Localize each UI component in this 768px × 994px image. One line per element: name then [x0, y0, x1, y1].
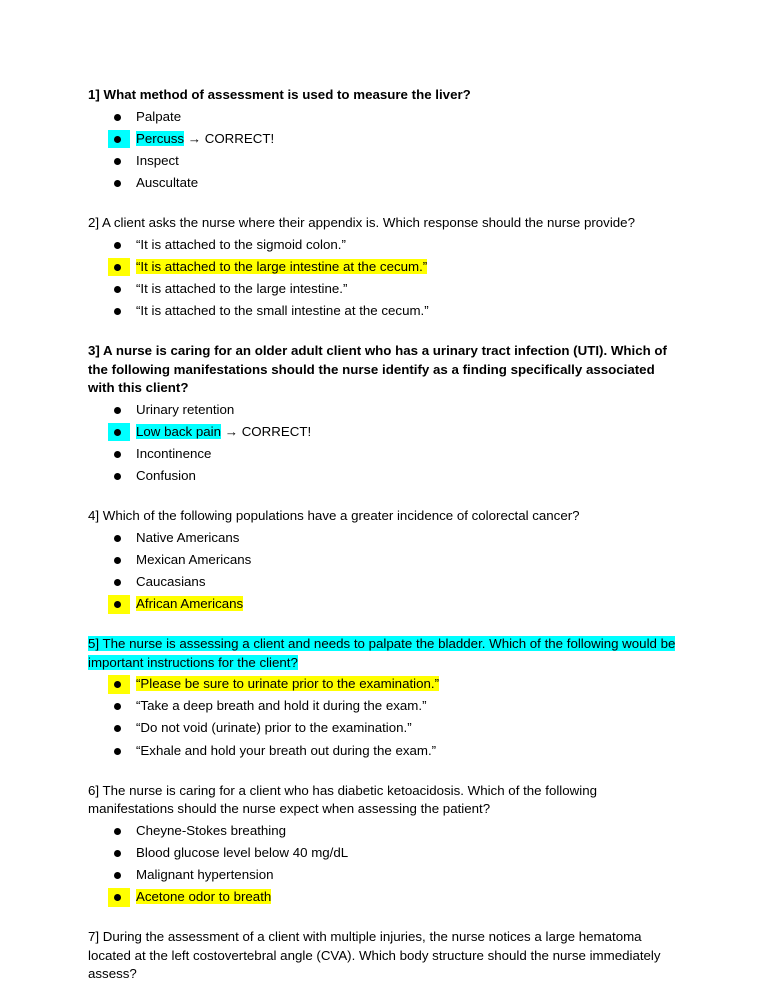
bullet-dot-icon	[114, 850, 121, 857]
answer-option-text: “It is attached to the small intestine at the cecum.”	[136, 302, 429, 318]
answer-option[interactable]	[88, 888, 680, 907]
block-spacer	[88, 324, 680, 342]
bullet-dot-icon	[114, 407, 121, 414]
answer-option[interactable]	[88, 258, 680, 277]
bullet-icon	[108, 742, 130, 761]
answer-option[interactable]	[88, 529, 680, 548]
bullet-icon	[108, 236, 130, 255]
answer-option-text: Inspect	[136, 152, 179, 168]
answer-option-text: African Americans	[136, 595, 244, 611]
bullet-dot-icon	[114, 725, 121, 732]
answer-option[interactable]	[88, 302, 680, 321]
question-block	[88, 635, 680, 782]
question-stem: 7] During the assessment of a client with multiple injuries, the nurse notices a large hematoma located at the left costovertebral angle (CVA). Which body structure should the nurse immediately assess?	[88, 929, 661, 982]
answer-option[interactable]	[88, 551, 680, 570]
answer-option-text: Blood glucose level below 40 mg/dL	[136, 844, 349, 860]
bullet-icon	[108, 719, 130, 738]
answer-option[interactable]	[88, 445, 680, 464]
answer-option[interactable]	[88, 130, 680, 149]
answer-option[interactable]	[88, 822, 680, 841]
answer-option-text: Percuss	[136, 130, 185, 146]
answer-option-text: Caucasians	[136, 573, 206, 589]
bullet-icon	[108, 280, 130, 299]
answer-option[interactable]	[88, 742, 680, 761]
question-stem	[88, 635, 680, 672]
bullet-dot-icon	[114, 136, 121, 143]
question-block	[88, 782, 680, 929]
block-spacer	[88, 489, 680, 507]
answer-option[interactable]	[88, 280, 680, 299]
bullet-icon	[108, 675, 130, 694]
question-block	[88, 214, 680, 342]
question-stem: 2] A client asks the nurse where their appendix is. Which response should the nurse provide?	[88, 214, 635, 230]
bullet-icon	[108, 551, 130, 570]
questions-container	[88, 86, 680, 994]
answer-option-text: Urinary retention	[136, 401, 235, 417]
answer-option-text: Incontinence	[136, 445, 212, 461]
bullet-icon	[108, 467, 130, 486]
bullet-dot-icon	[114, 308, 121, 315]
correct-marker: → CORRECT!	[221, 423, 312, 439]
answer-option-text: Acetone odor to breath	[136, 889, 272, 905]
highlight-span: 5] The nurse is assessing a client and needs to palpate the bladder. Which of the following would be important instructions for the client?	[88, 636, 676, 670]
answer-option-text: Confusion	[136, 468, 196, 483]
answer-option[interactable]	[88, 675, 680, 694]
answer-option[interactable]	[88, 467, 680, 486]
bullet-icon	[108, 258, 130, 277]
answer-option-text: Mexican Americans	[136, 551, 252, 567]
bullet-icon	[108, 108, 130, 127]
bullet-dot-icon	[114, 242, 121, 249]
bullet-icon	[108, 174, 130, 193]
answer-option[interactable]	[88, 108, 680, 127]
block-spacer	[88, 910, 680, 928]
answer-options-list	[88, 401, 680, 486]
answer-options-list	[88, 675, 680, 760]
answer-option[interactable]	[88, 697, 680, 716]
answer-option[interactable]	[88, 423, 680, 442]
question-block	[88, 342, 680, 507]
bullet-icon	[108, 573, 130, 592]
answer-option[interactable]	[88, 236, 680, 255]
question-stem: 3] A nurse is caring for an older adult client who has a urinary tract infection (UTI). Which of the following manifestations should the nurse identify as a finding specifically associated with this client?	[88, 342, 667, 396]
bullet-icon	[108, 844, 130, 863]
bullet-dot-icon	[114, 703, 121, 710]
answer-option-text: “Please be sure to urinate prior to the examination.”	[136, 676, 440, 692]
bullet-dot-icon	[114, 535, 121, 542]
block-spacer	[88, 764, 680, 782]
bullet-icon	[108, 401, 130, 420]
block-spacer	[88, 617, 680, 635]
bullet-icon	[108, 822, 130, 841]
bullet-dot-icon	[114, 748, 121, 755]
answer-option-text: Native Americans	[136, 529, 240, 545]
bullet-icon	[108, 423, 130, 442]
bullet-dot-icon	[114, 894, 121, 901]
answer-option-text: “It is attached to the sigmoid colon.”	[136, 236, 346, 252]
bullet-dot-icon	[114, 473, 121, 480]
bullet-dot-icon	[114, 264, 121, 271]
bullet-dot-icon	[114, 872, 121, 879]
question-stem: 1] What method of assessment is used to measure the liver?	[88, 87, 471, 102]
answer-option[interactable]	[88, 152, 680, 171]
bullet-icon	[108, 302, 130, 321]
question-stem: 4] Which of the following populations have a greater incidence of colorectal cancer?	[88, 508, 580, 524]
question-block	[88, 86, 680, 214]
bullet-icon	[108, 697, 130, 716]
answer-option-text: Auscultate	[136, 174, 199, 190]
bullet-icon	[108, 888, 130, 907]
question-block	[88, 507, 680, 635]
answer-option-text: Palpate	[136, 108, 182, 124]
bullet-icon	[108, 152, 130, 171]
bullet-dot-icon	[114, 114, 121, 121]
answer-options-list	[88, 822, 680, 907]
bullet-dot-icon	[114, 286, 121, 293]
bullet-dot-icon	[114, 557, 121, 564]
correct-marker: → CORRECT!	[184, 130, 275, 146]
question-block	[88, 928, 680, 994]
bullet-icon	[108, 595, 130, 614]
bullet-dot-icon	[114, 451, 121, 458]
bullet-icon	[108, 866, 130, 885]
block-spacer	[88, 987, 680, 994]
answer-options-list	[88, 236, 680, 321]
answer-option-text: “It is attached to the large intestine.”	[136, 280, 348, 296]
answer-option[interactable]	[88, 595, 680, 614]
bullet-icon	[108, 529, 130, 548]
bullet-dot-icon	[114, 579, 121, 586]
bullet-icon	[108, 130, 130, 149]
answer-option[interactable]	[88, 866, 680, 885]
bullet-dot-icon	[114, 180, 121, 187]
block-spacer	[88, 196, 680, 214]
bullet-dot-icon	[114, 601, 121, 608]
answer-option-text: “Do not void (urinate) prior to the examination.”	[136, 720, 412, 736]
bullet-icon	[108, 445, 130, 464]
answer-option-text: Low back pain	[136, 423, 222, 439]
answer-option[interactable]	[88, 573, 680, 592]
question-stem: 6] The nurse is caring for a client who has diabetic ketoacidosis. Which of the following manifestations should the nurse expect when assessing the patient?	[88, 782, 597, 817]
answer-option-text: “Take a deep breath and hold it during the exam.”	[136, 698, 427, 714]
bullet-dot-icon	[114, 681, 121, 688]
answer-option-text: Cheyne-Stokes breathing	[136, 822, 287, 838]
answer-option[interactable]	[88, 719, 680, 738]
answer-option[interactable]	[88, 174, 680, 193]
answer-option-text: Malignant hypertension	[136, 867, 274, 882]
answer-options-list	[88, 108, 680, 193]
answer-option[interactable]	[88, 844, 680, 863]
bullet-dot-icon	[114, 429, 121, 436]
answer-option-text: “Exhale and hold your breath out during the exam.”	[136, 742, 437, 758]
bullet-dot-icon	[114, 158, 121, 165]
answer-option-text: “It is attached to the large intestine at the cecum.”	[136, 258, 428, 274]
bullet-dot-icon	[114, 828, 121, 835]
answer-options-list	[88, 529, 680, 614]
answer-option[interactable]	[88, 401, 680, 420]
